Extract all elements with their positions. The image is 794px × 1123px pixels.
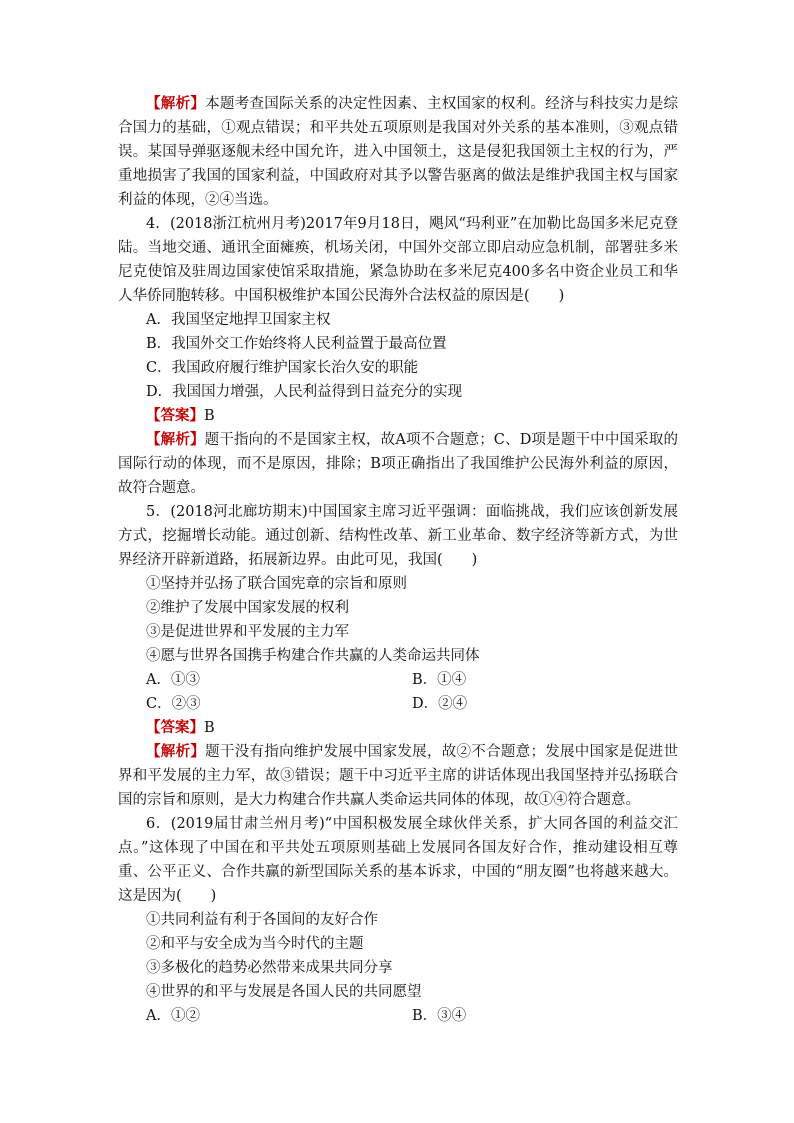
option-a: A．我国坚定地捍卫国家主权 [146,312,331,328]
answer-tag: 【答案】 [146,719,204,736]
analysis-tag: 【解析】 [146,95,206,112]
statement-2: ②维护了发展中国家发展的权利 [146,600,349,616]
analysis-paragraph [118,428,678,500]
statement-4: ④世界的和平与发展是各国人民的共同愿望 [146,984,422,1000]
options-row [118,692,678,716]
analysis-tag: 【解析】 [146,743,206,760]
analysis-paragraph [118,92,678,212]
question-stem: 6．(2019届甘肃兰州月考)“中国积极发展全球伙伴关系，扩大同各国的利益交汇点。”这体现了中国在和平共处五项原则基础上发展同各国友好合作，推动建设相互尊重、公平正义、合作共赢的新型国际关系的基本诉求，中国的“朋友圈”也将越来越大。这是因为( ) [118,816,678,904]
question-6 [118,812,678,1028]
option-c: C．我国政府履行维护国家长治久安的职能 [146,360,419,376]
options-row [118,1004,678,1028]
analysis-tag: 【解析】 [146,431,205,448]
statement-3: ③是促进世界和平发展的主力军 [146,624,349,640]
option-c: C．②③ [146,696,201,712]
options-row [118,668,678,692]
option-b: B．①④ [412,672,467,688]
option-a: A．①③ [146,672,200,688]
statement-1: ①共同利益有利于各国间的友好合作 [146,912,378,928]
answer-line [118,716,678,740]
question-4 [118,212,678,500]
statement-2: ②和平与安全成为当今时代的主题 [146,936,364,952]
answer-tag: 【答案】 [146,407,204,424]
option-d: D．我国国力增强，人民利益得到日益充分的实现 [146,384,463,400]
statement-4: ④愿与世界各国携手构建合作共赢的人类命运共同体 [146,648,480,664]
option-a: A．①② [146,1008,200,1024]
question-stem: 5．(2018河北廊坊期末)中国国家主席习近平强调：面临挑战，我们应该创新发展方式，挖掘增长动能。通过创新、结构性改革、新工业革命、数字经济等新方式，为世界经济开辟新道路，拓展新边界。由此可见，我国( ) [118,504,678,568]
answer-value: B [204,720,215,736]
statement-1: ①坚持并弘扬了联合国宪章的宗旨和原则 [146,576,407,592]
answer-value: B [204,408,215,424]
analysis-text: 题干没有指向维护发展中国家发展，故②不合题意；发展中国家是促进世界和平发展的主力军，故③错误；题干中习近平主席的讲话体现出我国坚持并弘扬联合国的宗旨和原则，是大力构建合作共赢人类命运共同体的体现，故①④符合题意。 [118,744,679,808]
question-stem: 4．(2018浙江杭州月考)2017年9月18日，飓风“玛利亚”在加勒比岛国多米尼克登陆。当地交通、通讯全面瘫痪，机场关闭，中国外交部立即启动应急机制，部署驻多米尼克使馆及驻周边国家使馆采取措施，紧急协助在多米尼克400多名中资企业员工和华人华侨同胞转移。中国积极维护本国公民海外合法权益的原因是( ) [118,216,678,304]
answer-line [118,404,678,428]
statement-3: ③多极化的趋势必然带来成果共同分享 [146,960,393,976]
option-d: D．②④ [412,696,468,712]
analysis-text: 题干指向的不是国家主权，故A项不合题意；C、D项是题干中中国采取的国际行动的体现，而不是原因，排除；B项正确指出了我国维护公民海外利益的原因，故符合题意。 [118,432,678,496]
question-5 [118,500,678,812]
option-b: B．我国外交工作始终将人民利益置于最高位置 [146,336,447,352]
analysis-paragraph [118,740,678,812]
option-b: B．③④ [412,1008,467,1024]
analysis-text: 本题考查国际关系的决定性因素、主权国家的权利。经济与科技实力是综合国力的基础，①观点错误；和平共处五项原则是我国对外关系的基本准则，③观点错误。某国导弹驱逐舰未经中国允许，进入中国领土，这是侵犯我国领土主权的行为，严重地损害了我国的国家利益，中国政府对其予以警告驱离的做法是维护我国主权与国家利益的体现，②④当选。 [118,96,679,208]
document-page [118,92,678,1028]
